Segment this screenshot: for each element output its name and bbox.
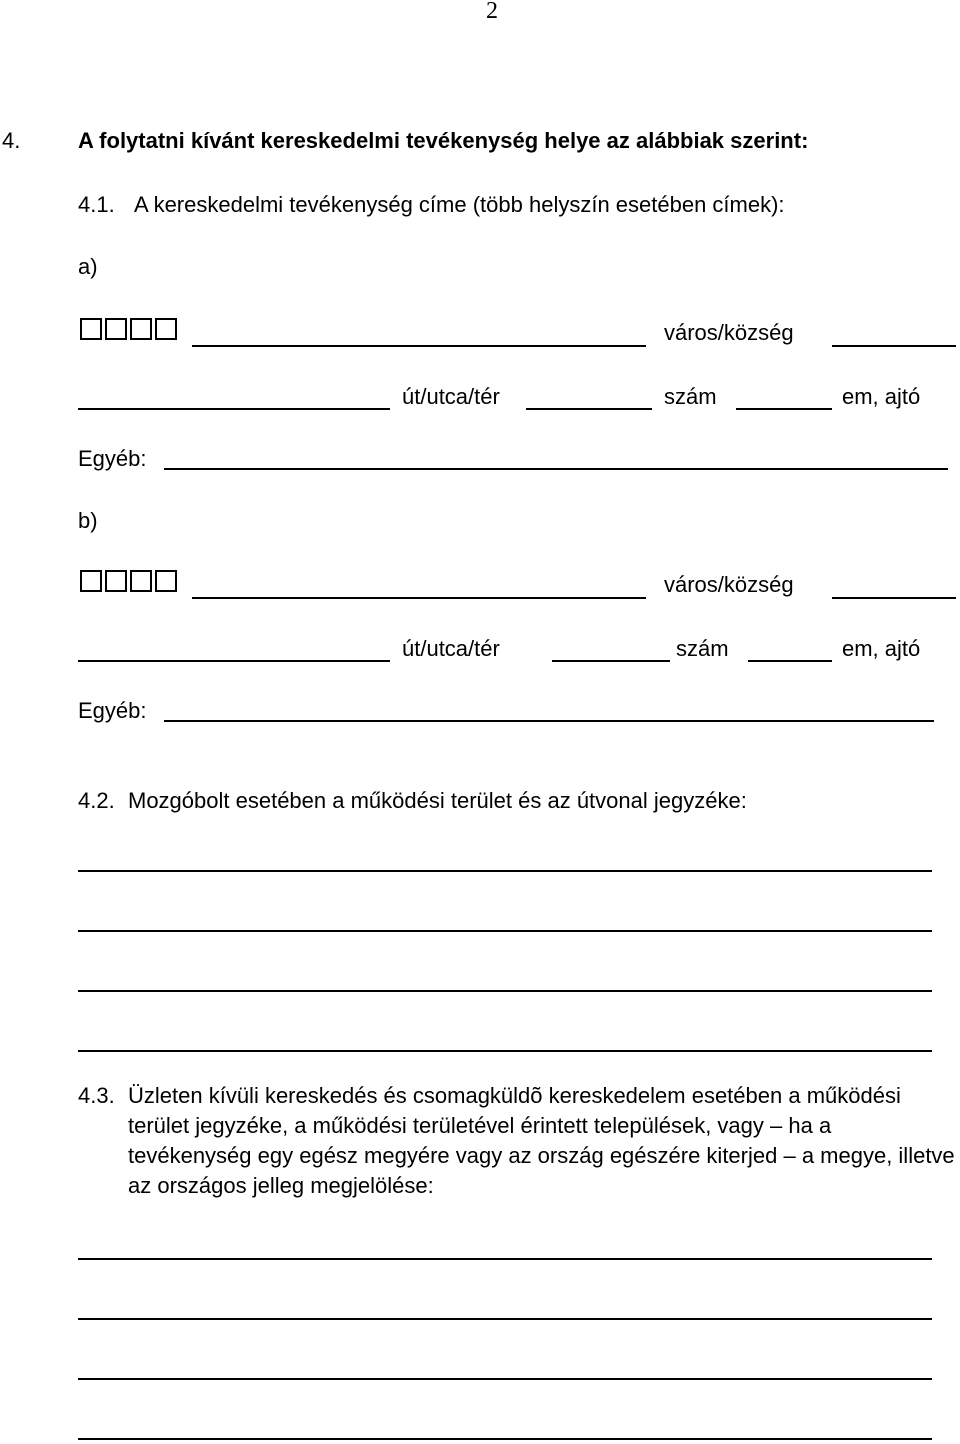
section-4-2-number: 4.2. bbox=[78, 788, 115, 813]
address-a-city-label: város/község bbox=[664, 320, 794, 345]
address-b-city-extra-field[interactable] bbox=[832, 597, 956, 599]
address-b-other-label: Egyéb: bbox=[78, 698, 147, 723]
section-4-3-answer-line[interactable] bbox=[78, 1318, 932, 1320]
section-4-2-answer-line[interactable] bbox=[78, 930, 932, 932]
address-a-number-label: szám bbox=[664, 384, 717, 409]
address-a-number-field[interactable] bbox=[526, 408, 652, 410]
address-a-floor-door-label: em, ajtó bbox=[842, 384, 921, 409]
postcode-digit-box[interactable] bbox=[80, 318, 102, 340]
address-b-street-field[interactable] bbox=[78, 660, 390, 662]
address-a-label: a) bbox=[78, 254, 98, 279]
section-4-3-answer-line[interactable] bbox=[78, 1258, 932, 1260]
section-4-3-answer-line[interactable] bbox=[78, 1378, 932, 1380]
postcode-digit-box[interactable] bbox=[130, 318, 152, 340]
address-b-floor-door-label: em, ajtó bbox=[842, 636, 921, 661]
address-a-street-label: út/utca/tér bbox=[402, 384, 500, 409]
section-4-2-answer-line[interactable] bbox=[78, 870, 932, 872]
address-b-city-field[interactable] bbox=[192, 597, 646, 599]
address-b-other-field[interactable] bbox=[164, 720, 934, 722]
section-4-3-text: Üzleten kívüli kereskedés és csomagküldõ kereskedelem esetében a működési terület jegyzéke, a működési területével érintett települések, vagy – ha a tevékenység egy egész megyére vagy az ország egészére kiterjed – a megye, illetve az országos jelleg megjelölése: bbox=[128, 1083, 955, 1198]
address-b-city-label: város/község bbox=[664, 572, 794, 597]
postcode-digit-box[interactable] bbox=[155, 318, 177, 340]
address-a-city-field[interactable] bbox=[192, 345, 646, 347]
postcode-digit-box[interactable] bbox=[130, 570, 152, 592]
section-4-1-number: 4.1. bbox=[78, 192, 115, 217]
section-4-title: A folytatni kívánt kereskedelmi tevékenység helye az alábbiak szerint: bbox=[78, 128, 809, 153]
postcode-digit-box[interactable] bbox=[105, 318, 127, 340]
postcode-digit-box[interactable] bbox=[80, 570, 102, 592]
address-a-street-field[interactable] bbox=[78, 408, 390, 410]
address-a-city-extra-field[interactable] bbox=[832, 345, 956, 347]
section-4-1-title: A kereskedelmi tevékenység címe (több helyszín esetében címek): bbox=[134, 192, 785, 217]
address-b-postcode-boxes[interactable] bbox=[80, 570, 177, 592]
section-4-3-number: 4.3. bbox=[78, 1083, 115, 1108]
section-4-2-title: Mozgóbolt esetében a működési terület és az útvonal jegyzéke: bbox=[128, 788, 747, 813]
section-4-number: 4. bbox=[2, 128, 21, 153]
section-4-2-answer-line[interactable] bbox=[78, 990, 932, 992]
page-number: 2 bbox=[486, 0, 498, 24]
address-a-other-label: Egyéb: bbox=[78, 446, 147, 471]
address-b-number-field[interactable] bbox=[552, 660, 670, 662]
section-4-3-paragraph bbox=[78, 1081, 956, 1201]
postcode-digit-box[interactable] bbox=[155, 570, 177, 592]
address-b-street-label: út/utca/tér bbox=[402, 636, 500, 661]
section-4-2-answer-line[interactable] bbox=[78, 1050, 932, 1052]
postcode-digit-box[interactable] bbox=[105, 570, 127, 592]
address-a-other-field[interactable] bbox=[164, 468, 948, 470]
address-a-postcode-boxes[interactable] bbox=[80, 318, 177, 340]
address-b-number-label: szám bbox=[676, 636, 729, 661]
address-b-floor-door-field[interactable] bbox=[748, 660, 832, 662]
address-a-floor-door-field[interactable] bbox=[736, 408, 832, 410]
address-b-label: b) bbox=[78, 508, 98, 533]
section-4-3-answer-line[interactable] bbox=[78, 1438, 932, 1440]
